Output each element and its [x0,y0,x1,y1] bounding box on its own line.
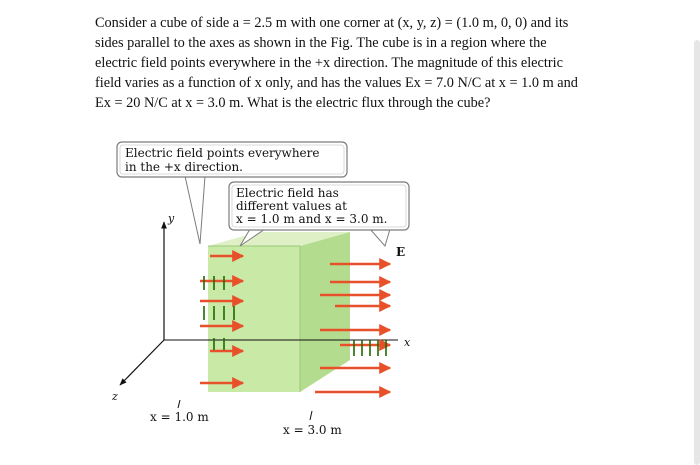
problem-line-2: sides parallel to the axes as shown in the Fig. The cube is in a region where the [95,35,547,51]
problem-line-3: electric field points everywhere in the +x direction. The magnitude of this electric [95,55,563,71]
marker-right-label: x = 3.0 m [283,423,342,437]
problem-line-4: field varies as a function of x only, and has the values Ex = 7.0 N/C at x = 1.0 m and [95,75,578,91]
marker-left-label: x = 1.0 m [150,410,209,424]
marker-left-tick [178,400,180,408]
flux-ticks-right [354,340,386,356]
callout-direction-line-2: in the +x direction. [125,160,243,174]
z-axis-line [120,340,164,385]
callout-direction-line-1: Electric field points everywhere [125,146,320,160]
callout-values-line-1: Electric field has [236,186,339,200]
field-label: E [396,245,406,259]
cube-front-face [208,246,300,392]
x-axis-label: x [404,336,411,349]
marker-right-tick [310,411,312,420]
callout-values-line-3: x = 1.0 m and x = 3.0 m. [236,212,388,226]
problem-line-5: Ex = 20 N/C at x = 3.0 m. What is the electric flux through the cube? [95,95,491,111]
callout-values-line-2: different values at [236,199,347,213]
scrollbar[interactable] [694,40,700,465]
y-axis-label: y [168,212,175,225]
problem-line-1: Consider a cube of side a = 2.5 m with one corner at (x, y, z) = (1.0 m, 0, 0) and its [95,15,569,31]
z-axis-label: z [112,390,118,403]
